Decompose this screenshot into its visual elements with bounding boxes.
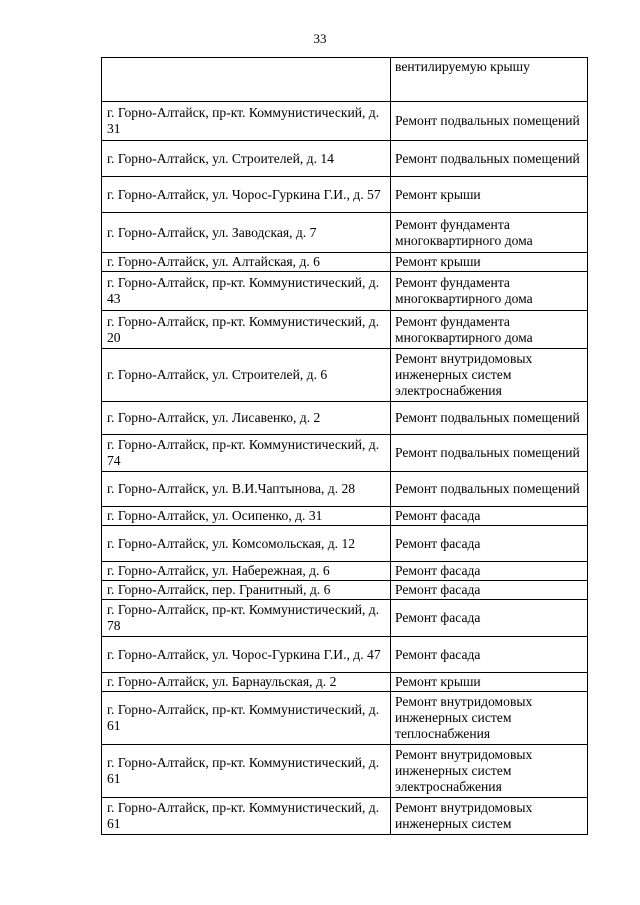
table-row	[102, 177, 588, 213]
address-cell	[102, 58, 391, 102]
work-type-cell: Ремонт подвальных помещений	[391, 102, 588, 141]
table-row	[102, 311, 588, 349]
work-type-cell: Ремонт фасада	[391, 507, 588, 526]
table-row	[102, 435, 588, 472]
address-cell: г. Горно-Алтайск, ул. Алтайская, д. 6	[102, 253, 391, 272]
address-cell: г. Горно-Алтайск, пр-кт. Коммунистический, д. 78	[102, 600, 391, 637]
table-row	[102, 798, 588, 835]
address-cell: г. Горно-Алтайск, ул. Лисавенко, д. 2	[102, 402, 391, 435]
address-cell: г. Горно-Алтайск, ул. Чорос-Гуркина Г.И., д. 47	[102, 637, 391, 673]
work-type-cell: Ремонт внутридомовых инженерных систем	[391, 798, 588, 835]
table-row	[102, 600, 588, 637]
work-type-cell: Ремонт внутридомовых инженерных систем теплоснабжения	[391, 692, 588, 745]
table-row	[102, 102, 588, 141]
address-cell: г. Горно-Алтайск, ул. Барнаульская, д. 2	[102, 673, 391, 692]
table-row	[102, 272, 588, 311]
address-cell: г. Горно-Алтайск, ул. Комсомольская, д. 12	[102, 526, 391, 562]
address-cell: г. Горно-Алтайск, пр-кт. Коммунистический, д. 31	[102, 102, 391, 141]
table-row	[102, 745, 588, 798]
work-type-cell: Ремонт фасада	[391, 581, 588, 600]
table-row	[102, 526, 588, 562]
page-number: 33	[313, 31, 327, 46]
table-row	[102, 637, 588, 673]
work-type-cell: Ремонт подвальных помещений	[391, 141, 588, 177]
work-type-cell: вентилируемую крышу	[391, 58, 588, 102]
table-row	[102, 562, 588, 581]
table-row	[102, 507, 588, 526]
work-type-cell: Ремонт крыши	[391, 673, 588, 692]
work-type-cell: Ремонт подвальных помещений	[391, 472, 588, 507]
table-row	[102, 253, 588, 272]
address-cell: г. Горно-Алтайск, ул. В.И.Чаптынова, д. 28	[102, 472, 391, 507]
work-type-cell: Ремонт фасада	[391, 637, 588, 673]
work-type-cell: Ремонт фундамента многоквартирного дома	[391, 272, 588, 311]
address-cell: г. Горно-Алтайск, пр-кт. Коммунистический, д. 61	[102, 745, 391, 798]
address-cell: г. Горно-Алтайск, ул. Заводская, д. 7	[102, 213, 391, 253]
works-table-body	[102, 58, 588, 835]
address-cell: г. Горно-Алтайск, ул. Осипенко, д. 31	[102, 507, 391, 526]
work-type-cell: Ремонт крыши	[391, 177, 588, 213]
work-type-cell: Ремонт фасада	[391, 562, 588, 581]
work-type-cell: Ремонт крыши	[391, 253, 588, 272]
work-type-cell: Ремонт подвальных помещений	[391, 402, 588, 435]
address-cell: г. Горно-Алтайск, ул. Строителей, д. 14	[102, 141, 391, 177]
table-row	[102, 213, 588, 253]
address-cell: г. Горно-Алтайск, пр-кт. Коммунистический, д. 61	[102, 692, 391, 745]
work-type-cell: Ремонт внутридомовых инженерных систем электроснабжения	[391, 745, 588, 798]
table-row	[102, 141, 588, 177]
address-cell: г. Горно-Алтайск, пер. Гранитный, д. 6	[102, 581, 391, 600]
work-type-cell: Ремонт фасада	[391, 526, 588, 562]
table-row	[102, 581, 588, 600]
address-cell: г. Горно-Алтайск, ул. Набережная, д. 6	[102, 562, 391, 581]
address-cell: г. Горно-Алтайск, пр-кт. Коммунистический, д. 74	[102, 435, 391, 472]
table-row	[102, 472, 588, 507]
work-type-cell: Ремонт подвальных помещений	[391, 435, 588, 472]
address-cell: г. Горно-Алтайск, ул. Чорос-Гуркина Г.И., д. 57	[102, 177, 391, 213]
work-type-cell: Ремонт фасада	[391, 600, 588, 637]
work-type-cell: Ремонт фундамента многоквартирного дома	[391, 311, 588, 349]
table-row	[102, 673, 588, 692]
table-row	[102, 58, 588, 102]
address-cell: г. Горно-Алтайск, пр-кт. Коммунистический, д. 20	[102, 311, 391, 349]
table-row	[102, 402, 588, 435]
address-cell: г. Горно-Алтайск, пр-кт. Коммунистический, д. 43	[102, 272, 391, 311]
table-row	[102, 349, 588, 402]
work-type-cell: Ремонт внутридомовых инженерных систем электроснабжения	[391, 349, 588, 402]
work-type-cell: Ремонт фундамента многоквартирного дома	[391, 213, 588, 253]
table-row	[102, 692, 588, 745]
works-table	[101, 57, 588, 835]
address-cell: г. Горно-Алтайск, пр-кт. Коммунистический, д. 61	[102, 798, 391, 835]
address-cell: г. Горно-Алтайск, ул. Строителей, д. 6	[102, 349, 391, 402]
